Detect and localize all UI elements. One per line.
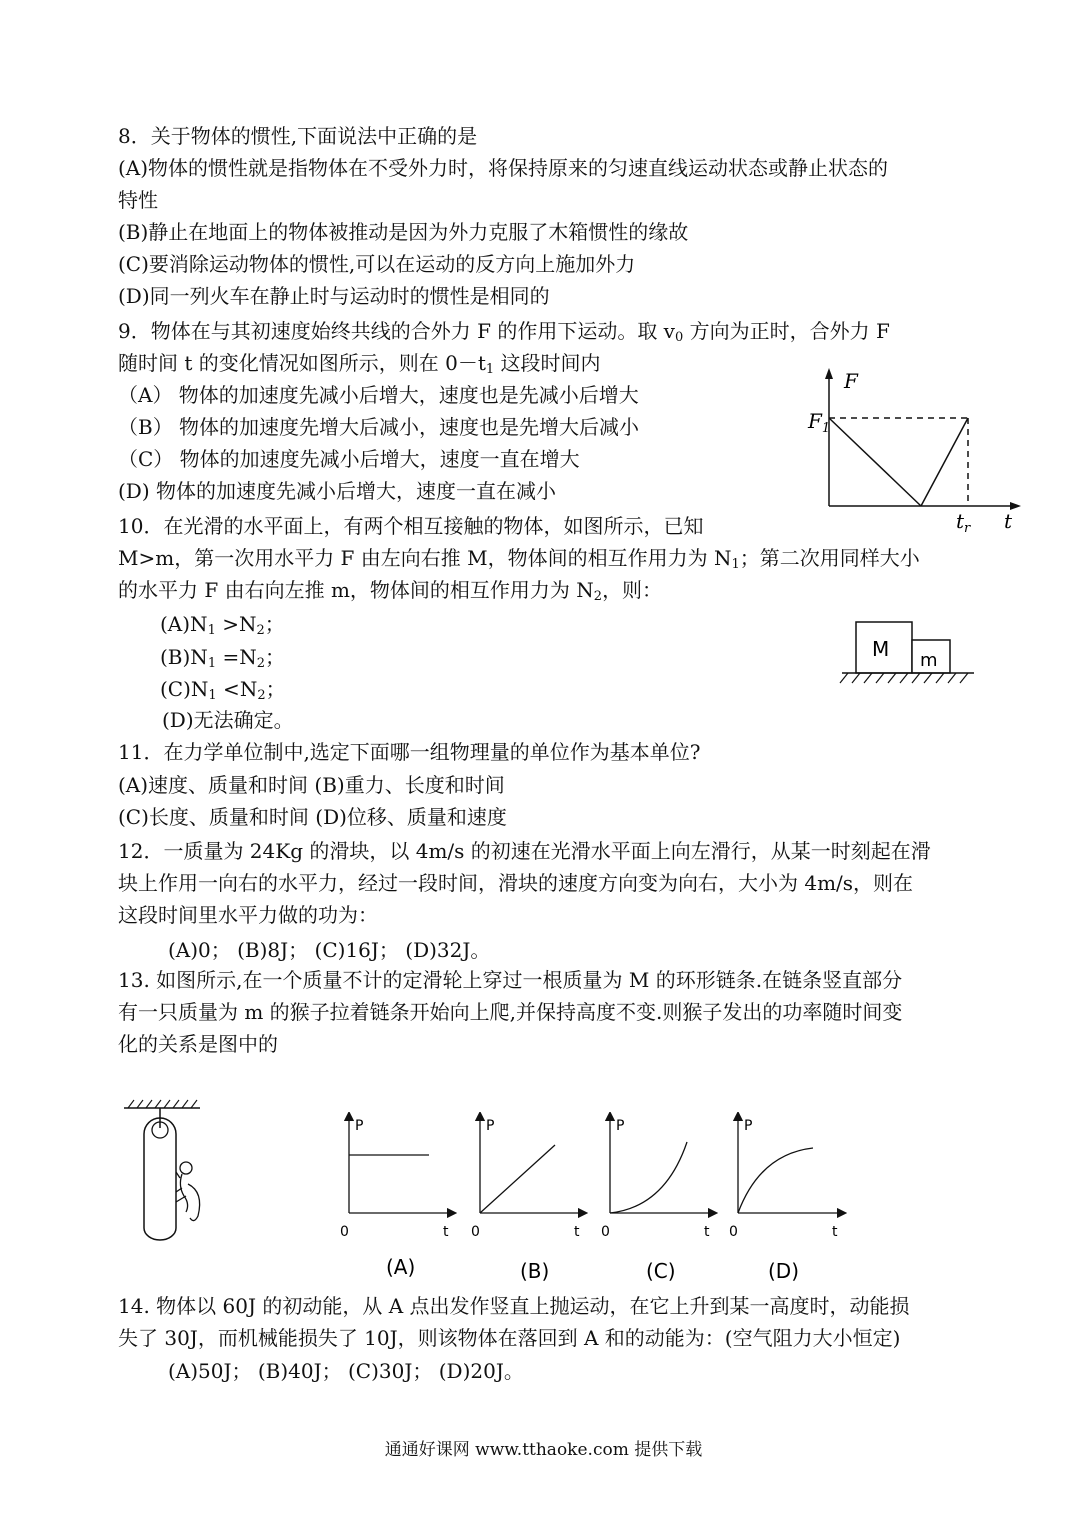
- graph-a: [349, 1116, 452, 1213]
- q12-stem-line1: 12．一质量为 24Kg 的滑块，以 4m/s 的初速在光滑水平面上向左滑行，从某一时刻起在滑: [118, 839, 931, 863]
- q9-x-axis-label: t: [1004, 509, 1013, 533]
- graph-b-x-label: t: [574, 1224, 580, 1240]
- q10-option-a: $(A)N_1 >N_2$；: [160, 612, 285, 638]
- graph-d: [738, 1116, 842, 1213]
- q8-option-a: (A)物体的惯性就是指物体在不受外力时，将保持原来的匀速直线运动状态或静止状态的: [118, 156, 889, 180]
- graph-b-origin: 0: [471, 1224, 480, 1240]
- graph-c: [610, 1116, 713, 1213]
- graph-c-y-label: P: [616, 1118, 625, 1134]
- q9-option-d: (D) 物体的加速度先减小后增大，速度一直在减小: [118, 479, 556, 503]
- graph-b-y-label: P: [486, 1118, 495, 1134]
- page-footer: 通通好课网 www.tthaoke.com 提供下载: [384, 1440, 703, 1460]
- graph-a-origin: 0: [340, 1224, 349, 1240]
- q11-stem: 11．在力学单位制中,选定下面哪一组物理量的单位作为基本单位?: [118, 740, 701, 764]
- q8-option-c: (C)要消除运动物体的惯性,可以在运动的反方向上施加外力: [118, 252, 636, 276]
- q10-option-b: $(B)N_1 =N_2$；: [160, 645, 285, 671]
- q9-force-time-graph: [790, 362, 1030, 542]
- q11-options-cd: (C)长度、质量和时间 (D)位移、质量和速度: [118, 805, 507, 829]
- q10-option-d: (D)无法确定。: [162, 708, 294, 732]
- q13-stem-line3: 化的关系是图中的: [118, 1032, 278, 1056]
- q10-blocks-figure: [838, 616, 978, 690]
- q8-option-d: (D)同一列火车在静止时与运动时的惯性是相同的: [118, 284, 550, 308]
- q13-stem-line1: 13. 如图所示,在一个质量不计的定滑轮上穿过一根质量为 M 的环形链条.在链条竖直部分: [118, 968, 903, 992]
- graph-d-x-label: t: [832, 1224, 838, 1240]
- q9-stem-line1: 9．物体在与其初速度始终共线的合外力 F 的作用下运动。取 $v_0$ 方向为正时，合外力 F: [118, 319, 890, 345]
- q9-option-b: （B） 物体的加速度先增大后减小，速度也是先增大后减小: [118, 415, 640, 439]
- q10-stem-line2: M>m，第一次用水平力 F 由左向右推 M，物体间的相互作用力为 $N_1$；第二次用同样大小: [118, 546, 920, 572]
- q14-stem-line2: 失了 30J，而机械能损失了 10J，则该物体在落回到 A 和的动能为：(空气阻力大小恒定): [118, 1326, 901, 1350]
- graph-a-label: (A): [386, 1255, 416, 1279]
- q9-tr-label: $t_r$: [956, 509, 971, 536]
- graph-d-y-label: P: [744, 1118, 753, 1134]
- chain-loop: [144, 1118, 176, 1240]
- graph-d-label: (D): [768, 1259, 800, 1283]
- q10-stem-line1: 10．在光滑的水平面上，有两个相互接触的物体，如图所示，已知: [118, 514, 704, 538]
- q13-stem-line2: 有一只质量为 m 的猴子拉着链条开始向上爬,并保持高度不变.则猴子发出的功率随时间变: [118, 1000, 903, 1024]
- q8-option-b: (B)静止在地面上的物体被推动是因为外力克服了木箱惯性的缘故: [118, 220, 689, 244]
- graph-c-x-label: t: [704, 1224, 710, 1240]
- q9-stem-line2: 随时间 t 的变化情况如图所示，则在 $0-t_1$ 这段时间内: [118, 351, 601, 377]
- q14-options: (A)50J； (B)40J； (C)30J； (D)20J。: [168, 1359, 524, 1383]
- q13-power-time-graphs: [330, 1112, 870, 1292]
- q9-f1-label: $F_1$: [808, 409, 831, 436]
- q12-stem-line3: 这段时间里水平力做的功为：: [118, 903, 378, 927]
- graph-b: [480, 1116, 583, 1213]
- q8-stem: 8．关于物体的惯性,下面说法中正确的是: [118, 124, 478, 148]
- q13-pulley-monkey-figure: [120, 1098, 210, 1248]
- q9-option-a: （A） 物体的加速度先减小后增大，速度也是先减小后增大: [118, 383, 639, 407]
- monkey-icon: [176, 1162, 200, 1221]
- q9-option-c: （C） 物体的加速度先减小后增大，速度一直在增大: [118, 447, 580, 471]
- q12-options: (A)0； (B)8J； (C)16J； (D)32J。: [168, 938, 491, 962]
- q14-stem-line1: 14. 物体以 60J 的初动能，从 A 点出发作竖直上抛运动，在它上升到某一高度时，动能损: [118, 1294, 910, 1318]
- q10-stem-line3: 的水平力 F 由右向左推 m，物体间的相互作用力为 $N_2$，则：: [118, 578, 663, 604]
- q10-option-c: $(C)N_1 <N_2$；: [160, 677, 286, 703]
- graph-a-y-label: P: [355, 1118, 364, 1134]
- q9-y-axis-label: F: [844, 369, 858, 393]
- graph-a-x-label: t: [443, 1224, 449, 1240]
- block-big-label: M: [872, 637, 890, 661]
- q8-option-a-cont: 特性: [118, 188, 158, 212]
- graph-d-origin: 0: [729, 1224, 738, 1240]
- q12-stem-line2: 块上作用一向右的水平力，经过一段时间，滑块的速度方向变为向右，大小为 4m/s，则在: [118, 871, 914, 895]
- block-small-label: m: [920, 650, 938, 671]
- graph-b-label: (B): [520, 1259, 550, 1283]
- q11-options-ab: (A)速度、质量和时间 (B)重力、长度和时间: [118, 773, 505, 797]
- graph-c-origin: 0: [601, 1224, 610, 1240]
- graph-c-label: (C): [646, 1259, 676, 1283]
